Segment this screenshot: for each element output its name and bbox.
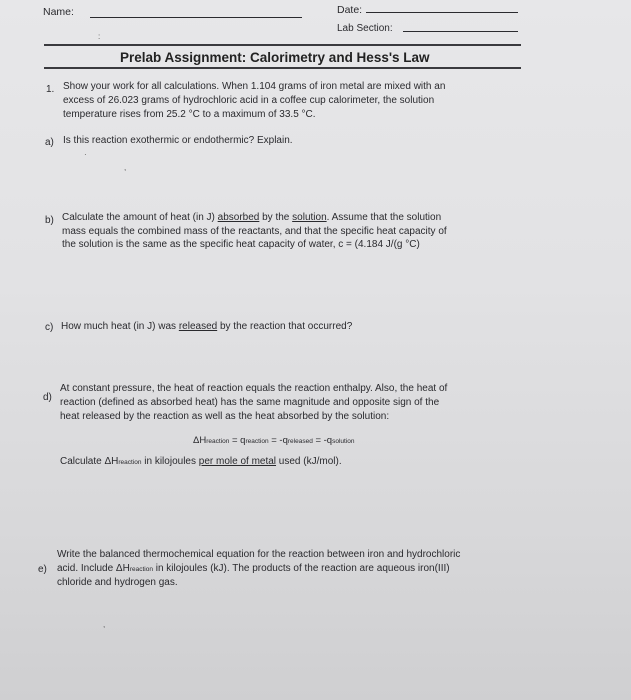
qd-line2: reaction (defined as absorbed heat) has the same magnitude and opposite sign of the bbox=[60, 397, 440, 408]
qe-line3: chloride and hydrogen gas. bbox=[57, 577, 178, 588]
enthalpy-equation: ΔHreaction = qreaction = -qreleased = -qsolution bbox=[193, 435, 355, 446]
name-label: Name: bbox=[43, 6, 74, 18]
qb-label: b) bbox=[45, 215, 54, 226]
qe-line1: Write the balanced thermochemical equation for the reaction between iron and hydrochloric bbox=[57, 549, 461, 560]
lab-section-field-line[interactable] bbox=[403, 31, 518, 32]
lab-section-label: Lab Section: bbox=[337, 23, 393, 34]
page-title: Prelab Assignment: Calorimetry and Hess's Law bbox=[120, 50, 430, 65]
title-bottom-rule bbox=[44, 67, 521, 69]
q1-line1: Show your work for all calculations. When 1.104 grams of iron metal are mixed with an bbox=[63, 81, 446, 92]
qc-label: c) bbox=[45, 322, 54, 333]
qa-text: Is this reaction exothermic or endothermic? Explain. bbox=[63, 135, 293, 146]
title-top-rule bbox=[44, 44, 521, 46]
q1-number: 1. bbox=[46, 84, 55, 95]
pen-mark: , bbox=[124, 163, 127, 172]
qb-line2: mass equals the combined mass of the reactants, and that the specific heat capacity of bbox=[62, 226, 447, 237]
qd-calc-line: Calculate ΔHreaction in kilojoules per mole of metal used (kJ/mol). bbox=[60, 456, 342, 467]
q1-line3: temperature rises from 25.2 °C to a maximum of 33.5 °C. bbox=[63, 109, 316, 120]
q1-line2: excess of 26.023 grams of hydrochloric acid in a coffee cup calorimeter, the solution bbox=[63, 95, 435, 106]
qc-text: How much heat (in J) was released by the reaction that occurred? bbox=[61, 321, 353, 332]
date-label: Date: bbox=[337, 4, 363, 16]
qb-line1: Calculate the amount of heat (in J) absorbed by the solution. Assume that the solution bbox=[62, 212, 442, 223]
pen-mark: , bbox=[103, 620, 106, 629]
qd-line1: At constant pressure, the heat of reaction equals the reaction enthalpy. Also, the heat of bbox=[60, 383, 448, 394]
date-field-line[interactable] bbox=[366, 12, 518, 13]
qa-label: a) bbox=[45, 137, 54, 148]
qd-line3: heat released by the reaction as well as the heat absorbed by the solution: bbox=[60, 411, 390, 422]
pen-mark: : bbox=[98, 32, 101, 41]
qd-label: d) bbox=[43, 392, 52, 403]
qb-line3: the solution is the same as the specific heat capacity of water, c = (4.184 J/(g °C) bbox=[62, 239, 420, 250]
name-field-line[interactable] bbox=[90, 17, 302, 18]
qe-label: e) bbox=[38, 564, 47, 575]
qe-line2: acid. Include ΔHreaction in kilojoules (kJ). The products of the reaction are aqueous iron(III) bbox=[57, 563, 450, 574]
pen-mark: · bbox=[84, 150, 87, 159]
